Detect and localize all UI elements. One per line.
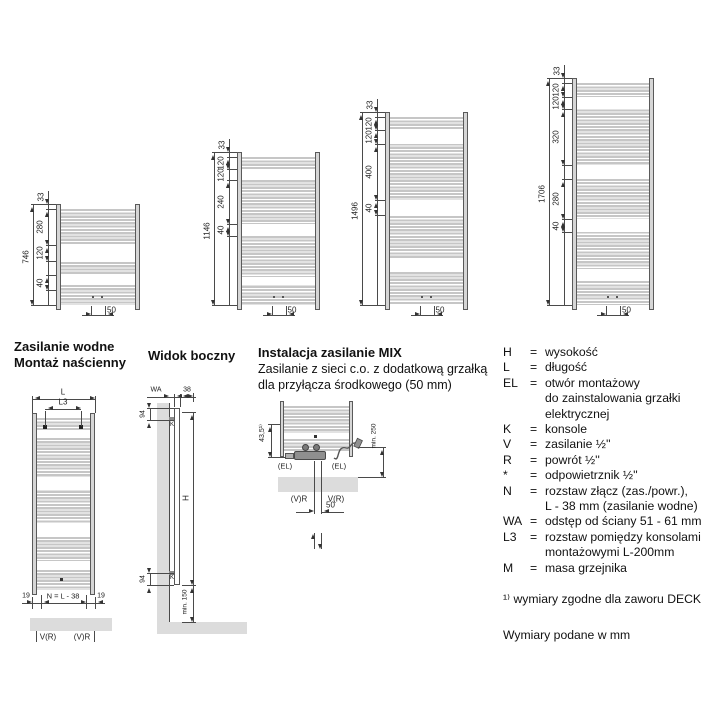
legend-key: V — [503, 437, 512, 452]
dim-label: 120 — [551, 83, 561, 97]
dim-label: 50 — [326, 500, 335, 510]
floor-section — [278, 477, 358, 492]
dim-label: 120 — [216, 156, 226, 170]
dim-arrow — [415, 312, 423, 316]
dim-line — [31, 204, 56, 205]
dim-arrow — [561, 227, 565, 235]
radiator-collector — [32, 413, 37, 595]
dim-label: 240 — [216, 195, 226, 209]
legend-equals: = — [530, 514, 538, 529]
dim-line — [296, 512, 309, 513]
dim-label: K — [169, 575, 175, 581]
dim-arrow — [359, 300, 363, 308]
tube-gap — [576, 269, 650, 281]
dim-line — [562, 305, 572, 306]
radiator-profile — [174, 408, 180, 585]
dim-line — [362, 112, 363, 305]
legend-description — [545, 468, 719, 483]
dim-label: 40 — [216, 225, 226, 235]
dim-label: 120 — [216, 167, 226, 182]
dim-arrow — [45, 199, 49, 207]
dim-label: 33 — [36, 192, 46, 202]
legend-key: K — [503, 422, 512, 437]
dim-line — [549, 78, 550, 305]
dim-label: H — [181, 495, 191, 501]
dim-line — [193, 412, 194, 585]
radiator-collector — [649, 78, 654, 310]
dim-arrow — [147, 585, 151, 593]
dim-arrow — [380, 472, 384, 480]
radiator-collector — [315, 152, 320, 310]
valve-knob — [313, 444, 320, 451]
valve-nut — [285, 453, 294, 459]
legend-key: * — [503, 468, 508, 483]
tube-gap — [241, 277, 316, 285]
legend — [503, 345, 719, 643]
dim-label: N = L - 38 — [46, 591, 80, 601]
radiator-collector — [280, 401, 284, 457]
legend-description-line: masa grzejnika — [545, 560, 627, 575]
dim-label: 40 — [364, 203, 374, 212]
legend-row-vent — [503, 468, 719, 483]
drain-plug-dot — [273, 296, 275, 298]
dim-label: WA — [150, 386, 162, 394]
dim-label: 1146 — [202, 222, 212, 240]
dim-arrow — [45, 275, 49, 283]
dim-label: 1706 — [537, 185, 547, 203]
dim-arrow — [374, 200, 378, 208]
legend-description-line: odstęp od ściany 51 - 61 mm — [545, 514, 702, 529]
dim-label: 94 — [139, 575, 147, 583]
dim-label: 280 — [35, 220, 45, 234]
dim-label: 33 — [552, 66, 562, 76]
radiator-collector — [463, 112, 468, 310]
dim-arrow — [86, 312, 94, 316]
wall-section — [157, 403, 169, 634]
legend-equals: = — [530, 360, 538, 375]
dim-arrow — [359, 112, 363, 120]
legend-description — [545, 345, 719, 360]
dim-arrow — [309, 509, 317, 513]
dim-line — [547, 78, 572, 79]
legend-rows — [503, 345, 719, 576]
dim-label: 94 — [139, 410, 147, 418]
pipe-stub — [314, 461, 315, 514]
tube-gap — [576, 219, 650, 232]
legend-description-line: powrót ½'' — [545, 452, 600, 467]
legend-key: R — [503, 452, 512, 467]
dim-label: min. 250 — [370, 423, 378, 449]
dim-arrow — [374, 107, 378, 115]
dim-arrow — [374, 210, 378, 218]
legend-description — [545, 561, 719, 576]
heading-wall-mount: Montaż naścienny — [14, 355, 126, 370]
dim-arrow — [268, 424, 272, 432]
dim-label: 120 — [551, 96, 561, 110]
legend-description-line: montażowymi L-200mm — [545, 545, 675, 560]
legend-equals: = — [530, 375, 538, 390]
dim-label: 400 — [364, 165, 374, 179]
dim-label: 19 — [22, 592, 30, 600]
wall-section — [30, 618, 112, 631]
legend-key: L3 — [503, 529, 517, 544]
dim-label: 1496 — [350, 202, 360, 220]
tube-gap — [389, 130, 464, 144]
dim-arrow — [561, 83, 565, 91]
dim-arrow — [561, 160, 565, 168]
legend-description-line: zasilanie ½'' — [545, 437, 611, 452]
dim-label: 50 — [622, 305, 631, 315]
dim-label: 50 — [107, 305, 116, 315]
dim-arrow — [226, 147, 230, 155]
dim-arrow — [321, 509, 329, 513]
dim-label: 50 — [435, 305, 445, 315]
dim-label: 33 — [217, 140, 227, 150]
legend-equals: = — [530, 529, 538, 544]
dim-arrow — [180, 394, 188, 398]
dim-arrow — [601, 312, 609, 316]
legend-description-line: otwór montażowy — [545, 375, 640, 390]
dim-line — [46, 305, 56, 306]
dim-line — [33, 204, 34, 305]
dim-arrow — [374, 144, 378, 152]
legend-key: EL — [503, 375, 518, 390]
drain-plug-dot — [314, 435, 317, 438]
dim-arrow — [81, 600, 89, 604]
tube-gap — [576, 97, 650, 109]
legend-equals: = — [530, 468, 538, 483]
dim-arrow — [188, 394, 196, 398]
radiator-collector — [385, 112, 390, 310]
legend-row-N — [503, 484, 719, 515]
radiator-collector — [572, 78, 577, 310]
heading-water-supply: Zasilanie wodne — [14, 339, 115, 354]
dim-arrow — [147, 403, 151, 411]
drain-plug-dot — [607, 296, 609, 298]
valve-body — [294, 451, 326, 460]
mix-description-line2: dla przyłącza środkowego (50 mm) — [258, 378, 452, 392]
tube-gap — [36, 523, 91, 537]
tube-gap — [60, 245, 136, 261]
legend-description — [545, 376, 719, 422]
dim-label: 320 — [551, 130, 561, 144]
radiator-collector — [135, 204, 140, 310]
legend-description-line: do zainstalowania grzałki — [545, 391, 681, 406]
dim-arrow — [164, 394, 172, 398]
legend-row-EL — [503, 376, 719, 422]
drain-plug-dot — [282, 296, 284, 298]
legend-equals: = — [530, 437, 538, 452]
drain-plug-dot — [430, 296, 432, 298]
legend-description-line: L - 38 mm (zasilanie wodne) — [545, 499, 698, 514]
dim-label: 19 — [97, 592, 105, 600]
units-note: Wymiary podane w mm — [503, 627, 631, 642]
radiator-collector — [237, 152, 242, 310]
tube-gap — [60, 275, 136, 285]
legend-description-line: elektrycznej — [545, 406, 610, 421]
pipe-stub — [36, 631, 37, 642]
dim-arrow — [45, 245, 49, 253]
dim-arrow — [45, 209, 49, 217]
dim-line — [227, 305, 237, 306]
drain-plug-dot — [60, 578, 63, 581]
dim-arrow — [211, 300, 215, 308]
dim-label: (EL) — [331, 461, 347, 471]
dim-arrow — [226, 164, 230, 172]
legend-equals: = — [530, 560, 538, 575]
legend-key: WA — [503, 514, 523, 529]
legend-description — [545, 484, 719, 515]
dim-label: V(R) — [39, 632, 57, 642]
dim-label: 40 — [35, 278, 45, 287]
drain-plug-dot — [421, 296, 423, 298]
dim-arrow — [226, 180, 230, 188]
drain-plug-dot — [101, 296, 103, 298]
dim-label: 50 — [287, 305, 297, 315]
legend-key: N — [503, 483, 512, 498]
legend-description-line: konsole — [545, 422, 588, 437]
legend-equals: = — [530, 345, 538, 359]
dim-label: (EL) — [277, 461, 293, 471]
legend-description — [545, 422, 719, 437]
dim-label: 746 — [21, 250, 31, 264]
dim-arrow — [190, 617, 194, 625]
dim-label: min. 150 — [181, 589, 189, 615]
dim-label: (V)R — [290, 494, 308, 504]
drain-plug-dot — [616, 296, 618, 298]
legend-description — [545, 453, 719, 468]
legend-description-line: rozstaw złącz (zas./powr.), — [545, 483, 688, 498]
radiator-collector — [56, 204, 61, 310]
dim-arrow — [45, 285, 49, 293]
legend-description-line: wysokość — [545, 345, 598, 359]
tube-gap — [36, 477, 91, 490]
legend-row-R — [503, 453, 719, 468]
dim-label: 43,5¹⁾ — [259, 424, 266, 442]
legend-description-line: rozstaw pomiędzy konsolami — [545, 529, 701, 544]
dim-arrow — [32, 396, 40, 400]
dim-arrow — [41, 600, 49, 604]
legend-key: L — [503, 360, 510, 375]
dim-line — [45, 411, 46, 426]
dim-label: 280 — [551, 192, 561, 206]
dim-arrow — [561, 219, 565, 227]
dim-label: (V)R — [73, 632, 91, 642]
dim-arrow — [76, 406, 84, 410]
tube-gap — [389, 259, 464, 272]
dim-arrow — [147, 568, 151, 576]
dim-arrow — [95, 600, 103, 604]
valve-knob — [302, 444, 309, 451]
legend-row-M — [503, 561, 719, 576]
pipe-stub — [321, 461, 322, 514]
legend-row-WA — [503, 514, 719, 529]
legend-equals: = — [530, 422, 538, 437]
legend-key: H — [503, 345, 512, 359]
floor-section — [157, 622, 247, 634]
dim-arrow — [45, 256, 49, 264]
dim-arrow — [561, 73, 565, 81]
dim-arrow — [268, 452, 272, 460]
mix-description-line1: Zasilanie z sieci c.o. z dodatkową grzałką — [258, 362, 488, 376]
dim-arrow — [311, 531, 315, 539]
dim-arrow — [561, 179, 565, 187]
dim-line — [81, 411, 82, 426]
legend-row-K — [503, 422, 719, 437]
legend-description — [545, 514, 719, 529]
tube-gap — [576, 165, 650, 179]
legend-description-line: długość — [545, 360, 588, 375]
dim-label: 120 — [35, 246, 45, 260]
pipe-stub — [94, 631, 95, 642]
legend-row-L — [503, 360, 719, 375]
dim-label: 40 — [551, 221, 561, 230]
tube-gap — [241, 224, 316, 236]
dim-arrow — [374, 117, 378, 125]
tube-gap — [241, 169, 316, 180]
dim-arrow — [190, 412, 194, 420]
dim-label: L3 — [58, 397, 68, 407]
legend-key: M — [503, 560, 514, 575]
drain-plug-dot — [92, 296, 94, 298]
dim-arrow — [546, 78, 550, 86]
dim-arrow — [30, 300, 34, 308]
dim-arrow — [30, 204, 34, 212]
dim-line — [212, 152, 237, 153]
dim-line — [360, 112, 385, 113]
legend-description-line: odpowietrznik ½'' — [545, 468, 638, 483]
dim-line — [375, 305, 385, 306]
dim-arrow — [211, 152, 215, 160]
dim-arrow — [267, 312, 275, 316]
dim-arrow — [27, 600, 35, 604]
dim-label: 120 — [364, 116, 374, 131]
dim-label: K — [169, 422, 175, 428]
legend-equals: = — [530, 452, 538, 467]
dim-arrow — [90, 396, 98, 400]
dim-line — [214, 152, 215, 305]
legend-equals: = — [530, 483, 538, 498]
legend-description — [545, 437, 719, 452]
legend-description — [545, 530, 719, 561]
dim-label: L — [60, 387, 66, 397]
dim-arrow — [45, 406, 53, 410]
dim-arrow — [561, 109, 565, 117]
dim-label: V(R) — [327, 494, 345, 504]
tube-gap — [36, 561, 91, 570]
legend-row-L3 — [503, 530, 719, 561]
dim-arrow — [318, 544, 322, 552]
tube-gap — [36, 430, 91, 438]
wall-edge — [169, 403, 170, 623]
tube-gap — [389, 200, 464, 215]
heading-mix-install: Instalacja zasilanie MIX — [258, 345, 402, 360]
dim-label: 33 — [365, 100, 375, 110]
dim-arrow — [190, 585, 194, 593]
legend-row-V — [503, 437, 719, 452]
dim-label: 120 — [364, 130, 374, 144]
dim-arrow — [380, 447, 384, 455]
dim-arrow — [147, 420, 151, 428]
legend-row-H — [503, 345, 719, 360]
dim-arrow — [226, 231, 230, 239]
heading-side-view: Widok boczny — [148, 348, 236, 363]
legend-description — [545, 360, 719, 375]
radiator-collector — [90, 413, 95, 595]
legend-footnote: ¹⁾ wymiary zgodne dla zaworu DECK — [503, 592, 702, 607]
dim-label: 38 — [183, 386, 191, 394]
dim-arrow — [546, 300, 550, 308]
dim-arrow — [374, 130, 378, 138]
